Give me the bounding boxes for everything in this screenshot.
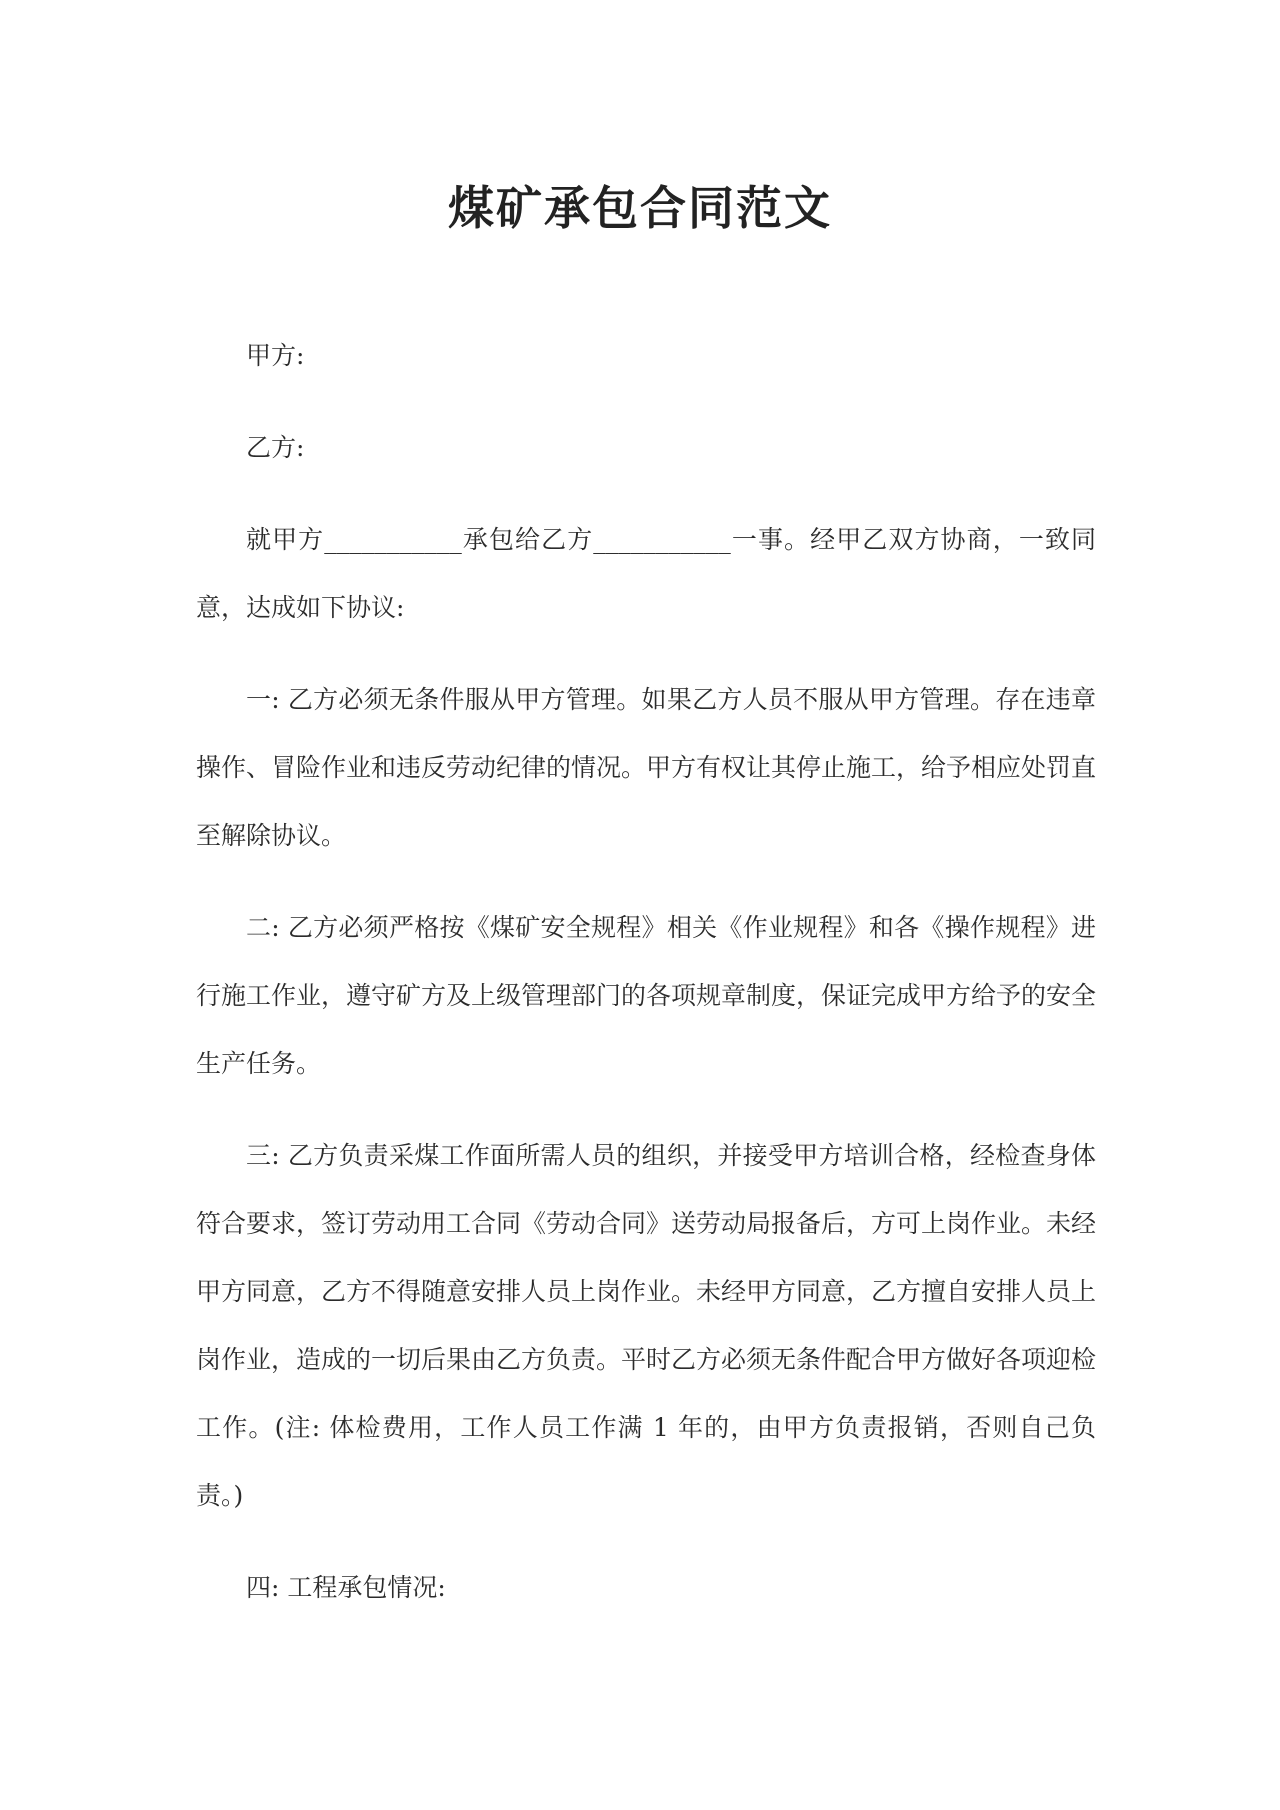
clause-2-paragraph: 二: 乙方必须严格按《煤矿安全规程》相关《作业规程》和各《操作规程》进行施工作业，遵守矿方及上级管理部门的各项规章制度，保证完成甲方给予的安全生产任务。 [196,913,1097,1078]
party-a-line: 甲方: [246,341,305,370]
document-title: 煤矿承包合同范文 [448,181,832,235]
party-b-line: 乙方: [246,433,305,462]
document-body [196,322,1096,1646]
clause-3-paragraph: 三: 乙方负责采煤工作面所需人员的组织，并接受甲方培训合格，经检查身体符合要求，签订劳动用工合同《劳动合同》送劳动局报备后，方可上岗作业。未经甲方同意，乙方不得随意安排人员上岗作业。未经甲方同意，乙方擅自安排人员上岗作业，造成的一切后果由乙方负责。平时乙方必须无条件配合甲方做好各项迎检工作。(注: 体检费用，工作人员工作满 1 年的，由甲方负责报销，否则自己负责。) [196,1141,1097,1510]
preamble-paragraph: 就甲方___________承包给乙方___________一事。经甲乙双方协商，一致同意，达成如下协议: [196,525,1096,622]
clause-4-paragraph: 四: 工程承包情况: [246,1573,446,1602]
clause-1-paragraph: 一: 乙方必须无条件服从甲方管理。如果乙方人员不服从甲方管理。存在违章操作、冒险作业和违反劳动纪律的情况。甲方有权让其停止施工，给予相应处罚直至解除协议。 [196,685,1097,850]
